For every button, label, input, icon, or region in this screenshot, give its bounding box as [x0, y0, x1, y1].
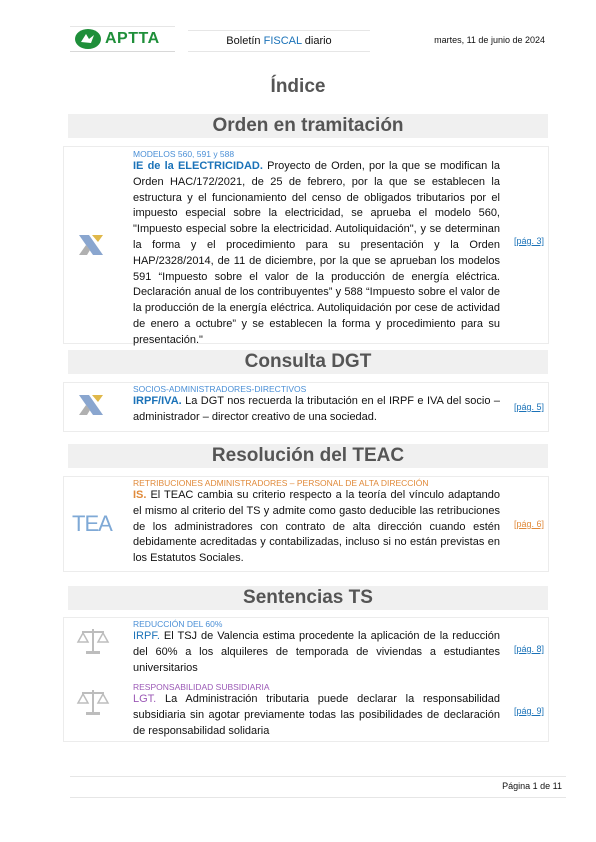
entry-text: [133, 488, 500, 567]
page-footer: [70, 776, 566, 798]
page-link-6[interactable]: [pág. 6]: [514, 519, 545, 529]
bulletin-prefix: Boletín: [226, 35, 264, 47]
page-header: [70, 26, 545, 52]
scales-of-justice-icon: [76, 626, 110, 656]
aeat-icon: [76, 231, 106, 259]
entry-category: RESPONSABILIDAD SUBSIDIARIA: [133, 682, 270, 692]
aptta-logo-icon: [74, 28, 102, 50]
section-title-consulta: Consulta DGT: [68, 350, 548, 374]
logo-text: APTTA: [105, 30, 160, 47]
entry-teac-is: [63, 476, 549, 572]
section-title-orden: Orden en tramitación: [68, 114, 548, 138]
entry-description: El TSJ de Valencia estima procedente la aplicación de la reducción del 60% a los alquileres de temporada de viviendas a estudiantes universitarios: [133, 630, 500, 674]
entry-keyword: IE de la ELECTRICIDAD.: [133, 160, 263, 172]
aeat-icon: [76, 391, 106, 419]
entry-keyword: IRPF.: [133, 630, 160, 642]
teac-logo-icon: TEA: [72, 511, 112, 536]
bulletin-suffix: diario: [301, 35, 332, 47]
entry-text: [133, 692, 500, 739]
entry-description: La Administración tributaria puede declarar la responsabilidad subsidiaria sin agotar previamente todas las posibilidades de declaración de responsabilidad solidaria: [133, 693, 500, 737]
index-title: Índice: [270, 76, 326, 97]
entry-text: [133, 159, 500, 349]
entry-text: [133, 629, 500, 676]
bulletin-highlight: FISCAL: [263, 35, 302, 47]
entry-body-lgt: [133, 682, 500, 739]
entry-keyword: LGT.: [133, 693, 157, 705]
entry-category: RETRIBUCIONES ADMINISTRADORES – PERSONAL DE ALTA DIRECCIÓN: [133, 478, 429, 488]
header-date: martes, 11 de junio de 2024: [434, 35, 545, 45]
page-link-5[interactable]: [pág. 5]: [514, 402, 545, 412]
entry-category: SOCIOS-ADMINISTRADORES-DIRECTIVOS: [133, 384, 307, 394]
entry-orden-electricidad: [63, 146, 549, 344]
section-title-teac: Resolución del TEAC: [68, 444, 548, 468]
entry-keyword: IS.: [133, 489, 147, 501]
entry-category: REDUCCIÓN DEL 60%: [133, 619, 223, 629]
entry-description: El TEAC cambia su criterio respecto a la teoría del vínculo adaptando el mismo al criterio del TS y admite como gasto deducible las retribuciones de los administradores con contrato de alta dirección cuando estén debidamente acreditadas y contabilizadas, incluso si no están previstas en los Estatutos Sociales.: [133, 489, 500, 565]
aptta-logo: [70, 26, 175, 52]
entry-group-sentencias: [63, 617, 549, 742]
bulletin-title: [188, 30, 370, 52]
entry-text: [133, 394, 500, 426]
entry-description: Proyecto de Orden, por la que se modifican la Orden HAC/172/2021, de 25 de febrero, por la que se establecen la estructura y el funcionamiento del censo de obligados tributarios por el impuesto especial sobre la electricidad, se aprueba el modelo 560, "Impuesto especial sobre la electricidad. Autoliquidación", y se determinan la forma y el procedimiento para su presentación y la Orden HAP/2328/2014, de 11 de diciembre, por la que se aprueban los modelos 591 “Impuesto sobre el valor de la producción de energía eléctrica. Declaración anual de los contribuyentes” y 588 “Impuesto sobre el valor de la producción de la energía eléctrica. Autoliquidación por cese de actividad de enero a octubre” y se establecen la forma y procedimiento para su presentación.": [133, 160, 500, 346]
entry-description: La DGT nos recuerda la tributación en el IRPF e IVA del socio – administrador – director creativo de una sociedad.: [133, 395, 500, 423]
entry-body: [133, 149, 500, 349]
page-link-8[interactable]: [pág. 8]: [514, 644, 545, 654]
page-number: Página 1 de 11: [502, 781, 562, 791]
page-link-9[interactable]: [pág. 9]: [514, 706, 545, 716]
page-link-3[interactable]: [pág. 3]: [514, 236, 545, 246]
entry-category: MODELOS 560, 591 y 588: [133, 149, 235, 159]
entry-body-irpf: [133, 619, 500, 676]
scales-of-justice-icon: [76, 687, 110, 717]
entry-consulta-irpf-iva: [63, 382, 549, 432]
section-title-sentencias: Sentencias TS: [68, 586, 548, 610]
entry-body: [133, 384, 500, 426]
entry-body: [133, 478, 500, 567]
entry-keyword: IRPF/IVA.: [133, 395, 182, 407]
